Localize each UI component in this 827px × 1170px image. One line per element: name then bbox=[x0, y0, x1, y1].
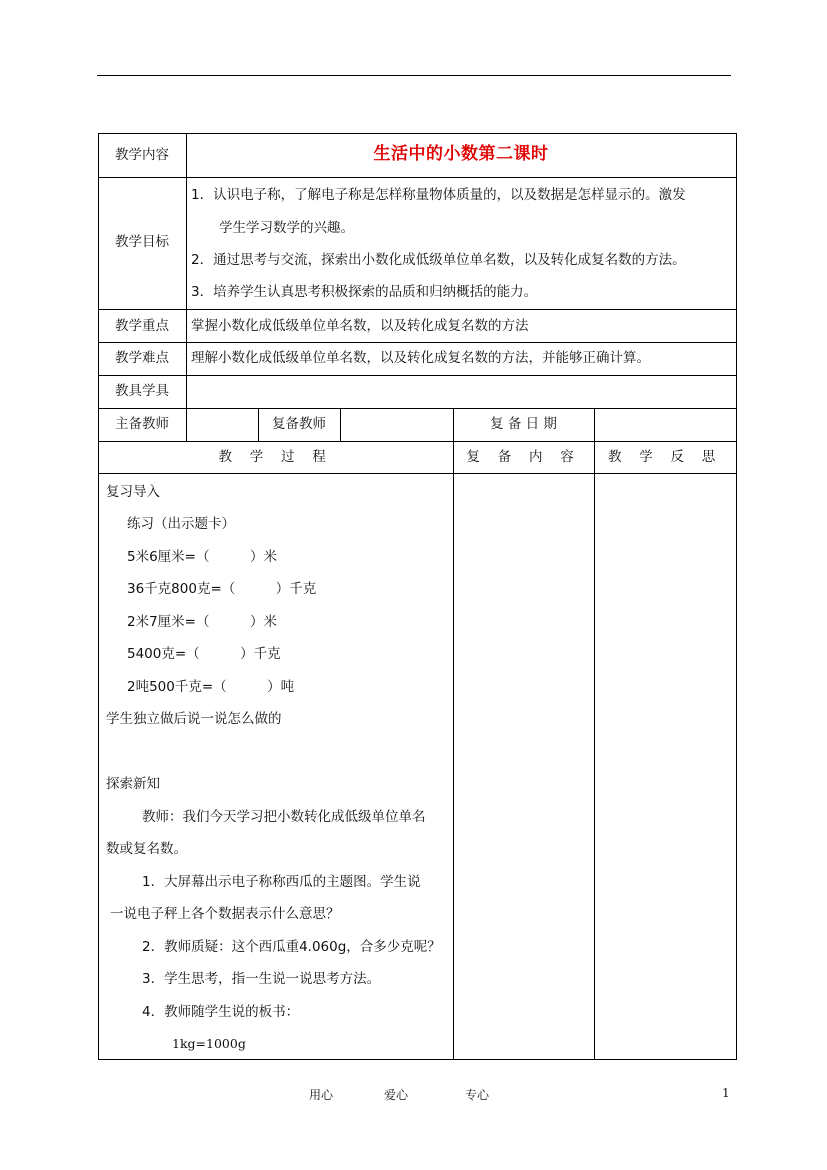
difficulty-text: 理解小数化成低级单位单名数，以及转化成复名数的方法，并能够正确计算。 bbox=[191, 350, 650, 366]
process-line: 1．大屏幕出示电子称称西瓜的主题图。学生说 bbox=[142, 874, 421, 890]
label-content: 教学内容 bbox=[115, 147, 169, 163]
row-divider bbox=[98, 177, 737, 178]
objective-line: 3．培养学生认真思考积极探索的品质和归纳概括的能力。 bbox=[191, 284, 538, 300]
header-prep-content: 复 备 内 容 bbox=[466, 449, 581, 465]
label-prep-date: 复 备 日 期 bbox=[490, 416, 557, 432]
objective-line: 学生学习数学的兴趣。 bbox=[219, 220, 354, 236]
process-line: 复习导入 bbox=[106, 484, 160, 500]
process-line: 3．学生思考，指一生说一说思考方法。 bbox=[142, 971, 381, 987]
process-line: 2米7厘米=（ ）米 bbox=[127, 614, 277, 630]
col-divider bbox=[594, 408, 595, 1060]
process-line: 2吨500千克=（ ）吨 bbox=[127, 679, 295, 695]
table-border-right bbox=[736, 133, 737, 1060]
objective-line: 2．通过思考与交流，探索出小数化成低级单位单名数，以及转化成复名数的方法。 bbox=[191, 252, 686, 268]
col-divider bbox=[186, 133, 187, 441]
footer-item: 用心 bbox=[309, 1088, 334, 1102]
row-divider bbox=[98, 441, 737, 442]
header-reflection: 教 学 反 思 bbox=[607, 449, 723, 465]
process-line: 36千克800克=（ ）千克 bbox=[127, 581, 317, 597]
process-line: 2．教师质疑：这个西瓜重4.060g，合多少克呢？ bbox=[142, 939, 441, 955]
label-difficulty: 教学难点 bbox=[115, 350, 169, 366]
label-main-teacher: 主备教师 bbox=[115, 416, 169, 432]
process-line: 数或复名数。 bbox=[106, 841, 187, 857]
label-tools: 教具学具 bbox=[115, 383, 169, 399]
row-divider bbox=[98, 408, 737, 409]
col-divider bbox=[453, 408, 454, 1060]
table-border-top bbox=[98, 133, 737, 134]
process-line: 5400克=（ ）千克 bbox=[127, 646, 281, 662]
page-number: 1 bbox=[722, 1086, 730, 1100]
footer-item: 专心 bbox=[465, 1088, 490, 1102]
process-line: 4．教师随学生说的板书： bbox=[142, 1004, 300, 1020]
header-rule bbox=[97, 75, 731, 76]
table-border-bottom bbox=[98, 1059, 737, 1060]
footer-item: 爱心 bbox=[384, 1088, 409, 1102]
key-point-text: 掌握小数化成低级单位单名数，以及转化成复名数的方法 bbox=[191, 318, 529, 334]
col-divider bbox=[340, 408, 341, 441]
row-divider bbox=[98, 473, 737, 474]
process-line: 1kg=1000g bbox=[172, 1036, 246, 1051]
table-border-left bbox=[98, 133, 99, 1060]
row-divider bbox=[98, 309, 737, 310]
row-divider bbox=[98, 375, 737, 376]
label-objectives: 教学目标 bbox=[115, 234, 169, 250]
process-line: 探索新知 bbox=[106, 776, 160, 792]
process-line: 学生独立做后说一说怎么做的 bbox=[106, 711, 282, 727]
label-co-teacher: 复备教师 bbox=[272, 416, 326, 432]
row-divider bbox=[98, 342, 737, 343]
objective-line: 1．认识电子称，了解电子称是怎样称量物体质量的，以及数据是怎样显示的。激发 bbox=[191, 187, 686, 203]
process-line: 5米6厘米=（ ）米 bbox=[127, 549, 277, 565]
lesson-plan-table bbox=[98, 133, 737, 1060]
process-line: 练习（出示题卡） bbox=[127, 516, 235, 532]
process-line: 一说电子秤上各个数据表示什么意思？ bbox=[110, 906, 340, 922]
process-line: 教师：我们今天学习把小数转化成低级单位单名 bbox=[142, 809, 426, 825]
header-process: 教 学 过 程 bbox=[218, 449, 333, 465]
lesson-title: 生活中的小数第二课时 bbox=[373, 144, 549, 164]
label-key-point: 教学重点 bbox=[115, 318, 169, 334]
